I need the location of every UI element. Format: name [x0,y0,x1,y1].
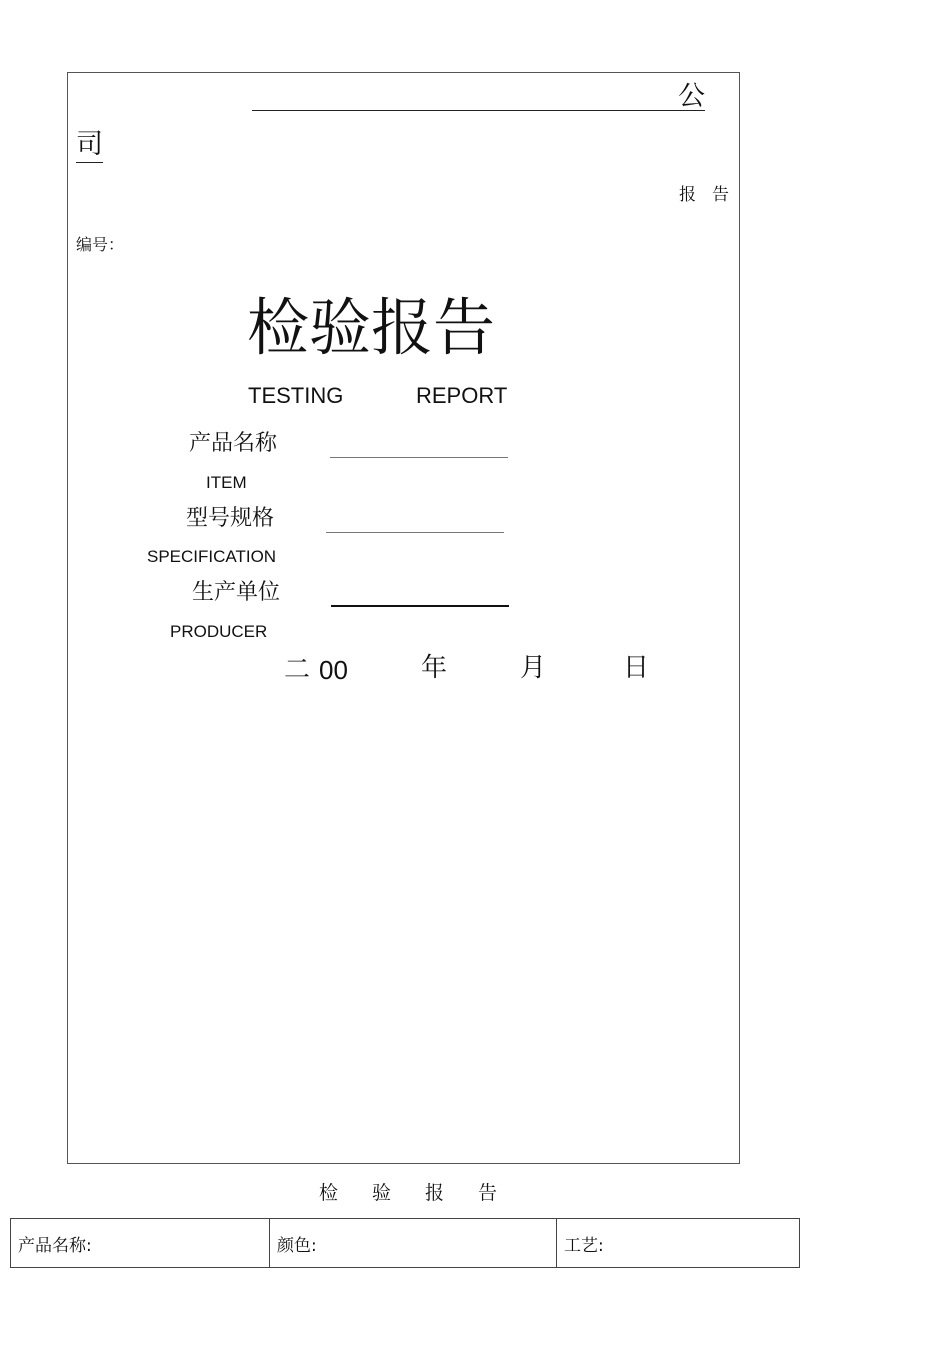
page2-title-char: 检 [319,1182,339,1204]
product-info-table [10,1218,800,1268]
company-suffix-char-2: 司 [76,128,103,163]
table-cell-product-name[interactable]: 产品名称: [18,1235,92,1256]
main-title-en-report: REPORT [416,383,508,408]
date-year-digits: 00 [319,655,348,685]
field-producer-label-en: PRODUCER [170,622,268,641]
main-title-cn: 检验报告 [247,291,496,364]
date-day-label: 日 [623,653,650,683]
page2-title-char: 报 [425,1182,445,1204]
field-spec-label-cn: 型号规格 [186,506,275,531]
table-cell-process[interactable]: 工艺: [556,1219,799,1267]
date-prefix: 二 [284,655,311,685]
company-name-blank-line [252,110,705,111]
field-item-blank-line [330,457,508,458]
page2-title-char: 告 [478,1182,498,1204]
serial-number-label: 编号： [76,235,125,254]
field-producer-label-cn: 生产单位 [192,580,281,605]
date-year-label: 年 [421,653,448,683]
main-title-en-testing: TESTING [248,383,344,408]
page2-title-char: 验 [372,1182,392,1204]
company-suffix-char-1: 公 [678,81,705,112]
table-cell-color[interactable]: 颜色: [269,1219,556,1267]
date-month-label: 月 [520,653,547,683]
report-label: 报告 [679,185,745,205]
cover-page-frame [67,72,740,1164]
page2-title [319,1181,497,1205]
field-producer-blank-line [331,605,509,607]
field-spec-label-en: SPECIFICATION [147,547,277,566]
field-item-label-en: ITEM [206,473,247,492]
field-item-label-cn: 产品名称 [189,431,278,456]
field-spec-blank-line [326,532,504,533]
